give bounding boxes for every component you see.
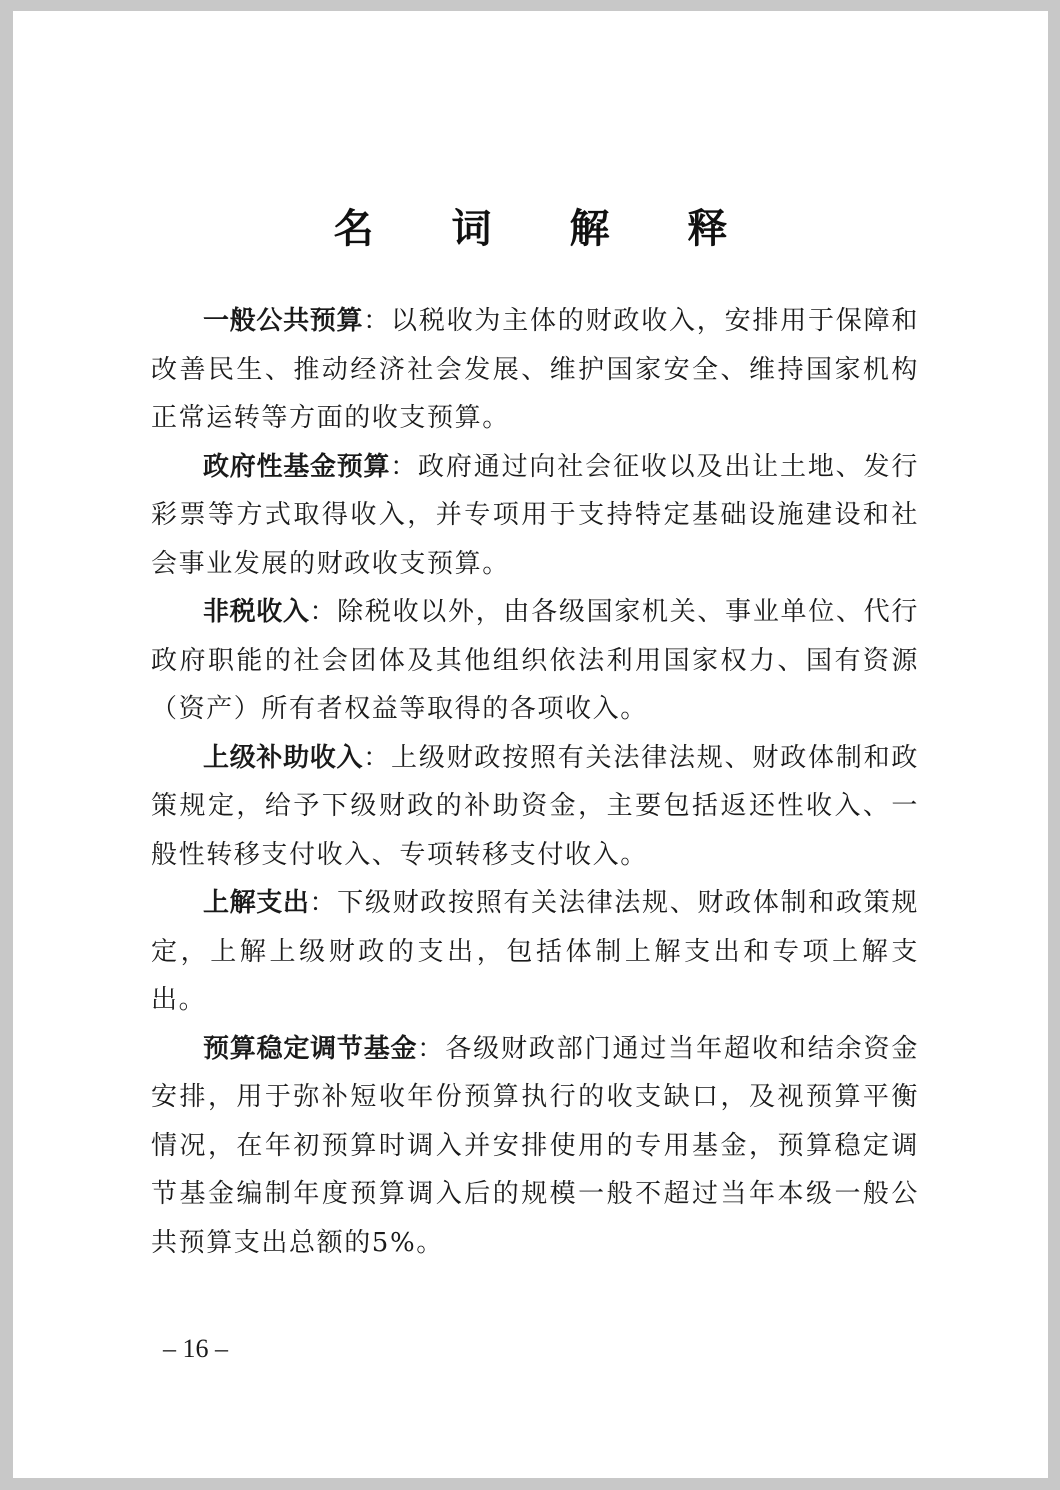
term-colon: ： <box>309 597 338 627</box>
glossary-entry-government-fund-budget <box>151 443 919 589</box>
document-page <box>13 11 1048 1478</box>
glossary-term: 上级补助收入 <box>203 742 364 773</box>
term-colon: ： <box>309 888 338 918</box>
glossary-entry-remittance-expenditure <box>151 879 919 1025</box>
page-number: – 16 – <box>163 1334 228 1363</box>
glossary-definition: 下级财政按照有关法律法规、财政体制和政策规定，上解上级财政的支出，包括体制上解支出和专项上解支出。 <box>151 888 919 1015</box>
glossary-definition: 政府通过向社会征收以及出让土地、发行彩票等方式取得收入，并专项用于支持特定基础设施建设和社会事业发展的财政收支预算。 <box>151 451 919 579</box>
glossary-term: 上解支出 <box>203 888 310 918</box>
glossary-entry-general-public-budget <box>151 297 919 443</box>
glossary-term: 一般公共预算 <box>203 306 364 336</box>
glossary-definition: 各级财政部门通过当年超收和结余资金安排，用于弥补短收年份预算执行的收支缺口，及视预算平衡情况，在年初预算时调入并安排使用的专用基金，预算稳定调节基金编制年度预算调入后的规模一般不超过当年本级一般公共预算支出总额的5%。 <box>151 1033 919 1258</box>
page-title: 名 词 解 释 <box>333 205 760 252</box>
glossary-entry-budget-stabilization-fund <box>151 1025 919 1268</box>
glossary-body <box>151 297 919 1267</box>
term-colon: ： <box>390 451 419 482</box>
glossary-definition: 除税收以外，由各级国家机关、事业单位、代行政府职能的社会团体及其他组织依法利用国家权力、国有资源（资产）所有者权益等取得的各项收入。 <box>151 597 919 724</box>
glossary-entry-superior-subsidy-income <box>151 734 919 880</box>
glossary-term: 非税收入 <box>203 597 310 627</box>
glossary-entry-non-tax-revenue <box>151 588 919 734</box>
term-colon: ： <box>417 1033 446 1064</box>
glossary-definition: 上级财政按照有关法律法规、财政体制和政策规定，给予下级财政的补助资金，主要包括返还性收入、一般性转移支付收入、专项转移支付收入。 <box>151 742 919 870</box>
glossary-definition: 以税收为主体的财政收入，安排用于保障和改善民生、推动经济社会发展、维护国家安全、维持国家机构正常运转等方面的收支预算。 <box>151 306 919 433</box>
glossary-term: 政府性基金预算 <box>203 451 391 482</box>
term-colon: ： <box>363 742 392 773</box>
term-colon: ： <box>363 306 392 336</box>
glossary-term: 预算稳定调节基金 <box>203 1033 418 1064</box>
